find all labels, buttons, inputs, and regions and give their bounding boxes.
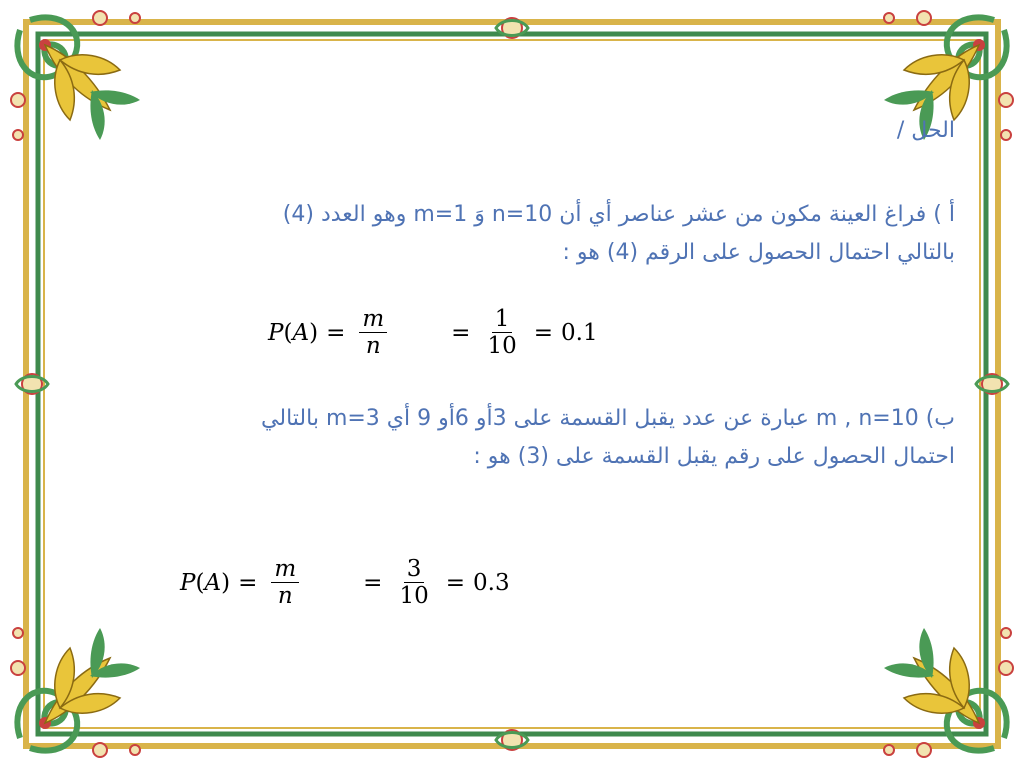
fraction-m-over-n: $\frac{m}{n}$ [271, 556, 299, 609]
corner-ornament-icon [884, 628, 1013, 757]
formula-lhs: P(A) [268, 319, 319, 346]
fraction-m-over-n: $\frac{m}{n}$ [359, 306, 387, 359]
probability-formula-a: P(A) = $\frac{m}{n}$ = $\frac{1}{10}$ = 0.1 [268, 306, 598, 359]
corner-ornament-icon [11, 11, 140, 140]
solution-heading [600, 112, 955, 150]
fraction-value: $\frac{1}{10}$ [487, 306, 517, 359]
formula-result: 0.3 [473, 569, 510, 596]
formula-lhs: P(A) [180, 569, 231, 596]
part-a-line-2: بالتالي احتمال الحصول على الرقم (4) هو : [562, 240, 955, 265]
part-a-paragraph [110, 196, 955, 272]
formula-result: 0.1 [561, 319, 598, 346]
fraction-value: $\frac{3}{10}$ [399, 556, 429, 609]
heading-text: الحل / [896, 118, 955, 143]
part-b-line-2: احتمال الحصول على رقم يقبل القسمة على (3) هو : [473, 444, 955, 469]
corner-ornament-icon [11, 628, 140, 757]
probability-formula-b: P(A) = $\frac{m}{n}$ = $\frac{3}{10}$ = 0.3 [180, 556, 510, 609]
part-b-paragraph [110, 400, 955, 476]
part-a-line-1: أ ) فراغ العينة مكون من عشر عناصر أي أن n=10 وَ m=1 وهو العدد (4) [282, 202, 955, 227]
part-b-line-1: ب) m , n=10 عبارة عن عدد يقبل القسمة على 3أو 6أو 9 أي m=3 بالتالي [261, 406, 955, 431]
